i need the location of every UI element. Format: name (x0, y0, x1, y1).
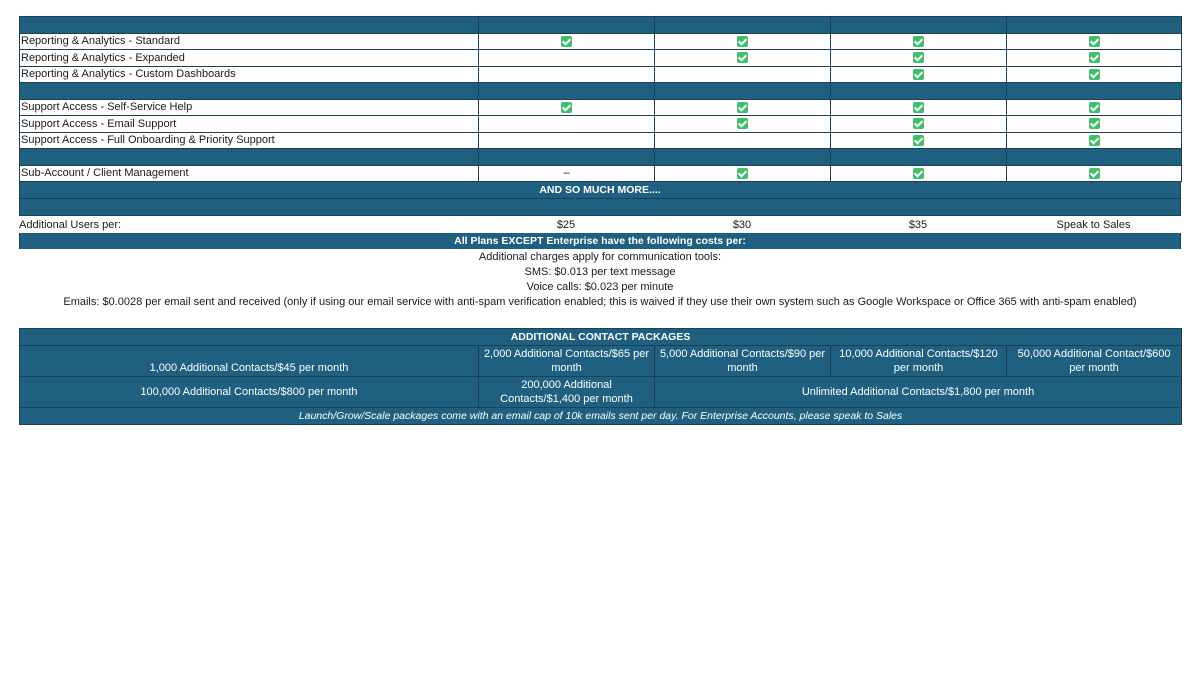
feature-table (19, 16, 1182, 182)
plan-cell-scale (831, 165, 1007, 182)
plan-cell-grow (655, 165, 831, 182)
check-icon (737, 102, 748, 113)
plan-cell-grow (655, 66, 831, 83)
feature-row (20, 66, 1182, 83)
check-icon (913, 168, 924, 179)
check-icon (913, 118, 924, 129)
check-icon (1089, 69, 1100, 80)
cost-note-voice: Voice calls: $0.023 per minute (526, 281, 674, 293)
feature-row (20, 33, 1182, 50)
plan-cell-enterprise (1007, 132, 1182, 149)
packages-footer: Launch/Grow/Scale packages come with an email cap of 10k emails sent per day. For Enterprise Accounts, please speak to Sales (20, 408, 1182, 425)
plan-cell-enterprise (1007, 33, 1182, 50)
packages-title: ADDITIONAL CONTACT PACKAGES (20, 329, 1182, 346)
check-icon (913, 135, 924, 146)
additional-users-price-launch: $25 (556, 219, 576, 231)
plan-cell-enterprise (1007, 50, 1182, 67)
package-200000: 200,000 Additional Contacts/$1,400 per month (479, 377, 655, 408)
section-band (20, 149, 1182, 166)
cost-note-sms: SMS: $0.013 per text message (524, 266, 676, 278)
package-100000: 100,000 Additional Contacts/$800 per month (20, 377, 479, 408)
additional-users-label: Additional Users per: (19, 219, 122, 231)
plan-cell-enterprise (1007, 116, 1182, 133)
feature-row (20, 50, 1182, 67)
check-icon (561, 102, 572, 113)
package-10000: 10,000 Additional Contacts/$120 per month (831, 346, 1007, 377)
plan-cell-launch (479, 132, 655, 149)
feature-label: Support Access - Email Support (20, 116, 479, 133)
plan-cell-scale (831, 132, 1007, 149)
plan-cell-enterprise (1007, 66, 1182, 83)
check-icon (737, 168, 748, 179)
additional-users-price-grow: $30 (732, 219, 752, 231)
empty-band (19, 198, 1181, 216)
additional-users-row (19, 217, 1181, 233)
check-icon (1089, 52, 1100, 63)
feature-label: Reporting & Analytics - Custom Dashboards (20, 66, 479, 83)
check-icon (737, 36, 748, 47)
more-banner: AND SO MUCH MORE.... (19, 182, 1181, 198)
check-icon (1089, 36, 1100, 47)
check-icon (913, 52, 924, 63)
check-icon (1089, 118, 1100, 129)
plan-cell-launch (479, 33, 655, 50)
cost-notes (19, 250, 1181, 310)
plan-cell-grow (655, 33, 831, 50)
package-5000: 5,000 Additional Contacts/$90 per month (655, 346, 831, 377)
plan-cell-scale (831, 116, 1007, 133)
cost-note-email: Emails: $0.0028 per email sent and received (only if using our email service with anti-spam verification enabled; this is waived if they use their own system such as Google Workspace or Office 365 with anti-spam enabled) (63, 296, 1137, 308)
feature-label: Sub-Account / Client Management (20, 165, 479, 182)
additional-users-price-scale: $35 (908, 219, 928, 231)
package-50000: 50,000 Additional Contact/$600 per month (1007, 346, 1182, 377)
plan-cell-grow (655, 132, 831, 149)
feature-label: Support Access - Self-Service Help (20, 99, 479, 116)
check-icon (1089, 102, 1100, 113)
plan-cell-scale (831, 50, 1007, 67)
plan-cell-launch (479, 50, 655, 67)
check-icon (913, 36, 924, 47)
check-icon (1089, 135, 1100, 146)
plan-cell-enterprise (1007, 165, 1182, 182)
pricing-sheet (19, 16, 1181, 425)
feature-row (20, 132, 1182, 149)
section-band (20, 17, 1182, 34)
costs-banner: All Plans EXCEPT Enterprise have the following costs per: (19, 233, 1181, 249)
plan-cell-grow (655, 116, 831, 133)
additional-users-price-enterprise: Speak to Sales (1056, 219, 1131, 231)
check-icon (913, 69, 924, 80)
plan-cell-launch: – (479, 165, 655, 182)
plan-cell-grow (655, 50, 831, 67)
plan-cell-launch (479, 66, 655, 83)
plan-cell-scale (831, 99, 1007, 116)
check-icon (1089, 168, 1100, 179)
feature-row (20, 99, 1182, 116)
check-icon (561, 36, 572, 47)
feature-row (20, 165, 1182, 182)
plan-cell-scale (831, 66, 1007, 83)
feature-label: Reporting & Analytics - Expanded (20, 50, 479, 67)
plan-cell-launch (479, 99, 655, 116)
feature-label: Reporting & Analytics - Standard (20, 33, 479, 50)
cost-note-intro: Additional charges apply for communication tools: (478, 251, 722, 263)
check-icon (913, 102, 924, 113)
plan-cell-launch (479, 116, 655, 133)
package-1000: 1,000 Additional Contacts/$45 per month (20, 346, 479, 377)
feature-row (20, 116, 1182, 133)
package-unlimited: Unlimited Additional Contacts/$1,800 per month (655, 377, 1182, 408)
plan-cell-scale (831, 33, 1007, 50)
contact-packages-table (19, 328, 1182, 425)
feature-label: Support Access - Full Onboarding & Priority Support (20, 132, 479, 149)
plan-cell-grow (655, 99, 831, 116)
package-2000: 2,000 Additional Contacts/$65 per month (479, 346, 655, 377)
plan-cell-enterprise (1007, 99, 1182, 116)
check-icon (737, 118, 748, 129)
section-band (20, 83, 1182, 100)
check-icon (737, 52, 748, 63)
